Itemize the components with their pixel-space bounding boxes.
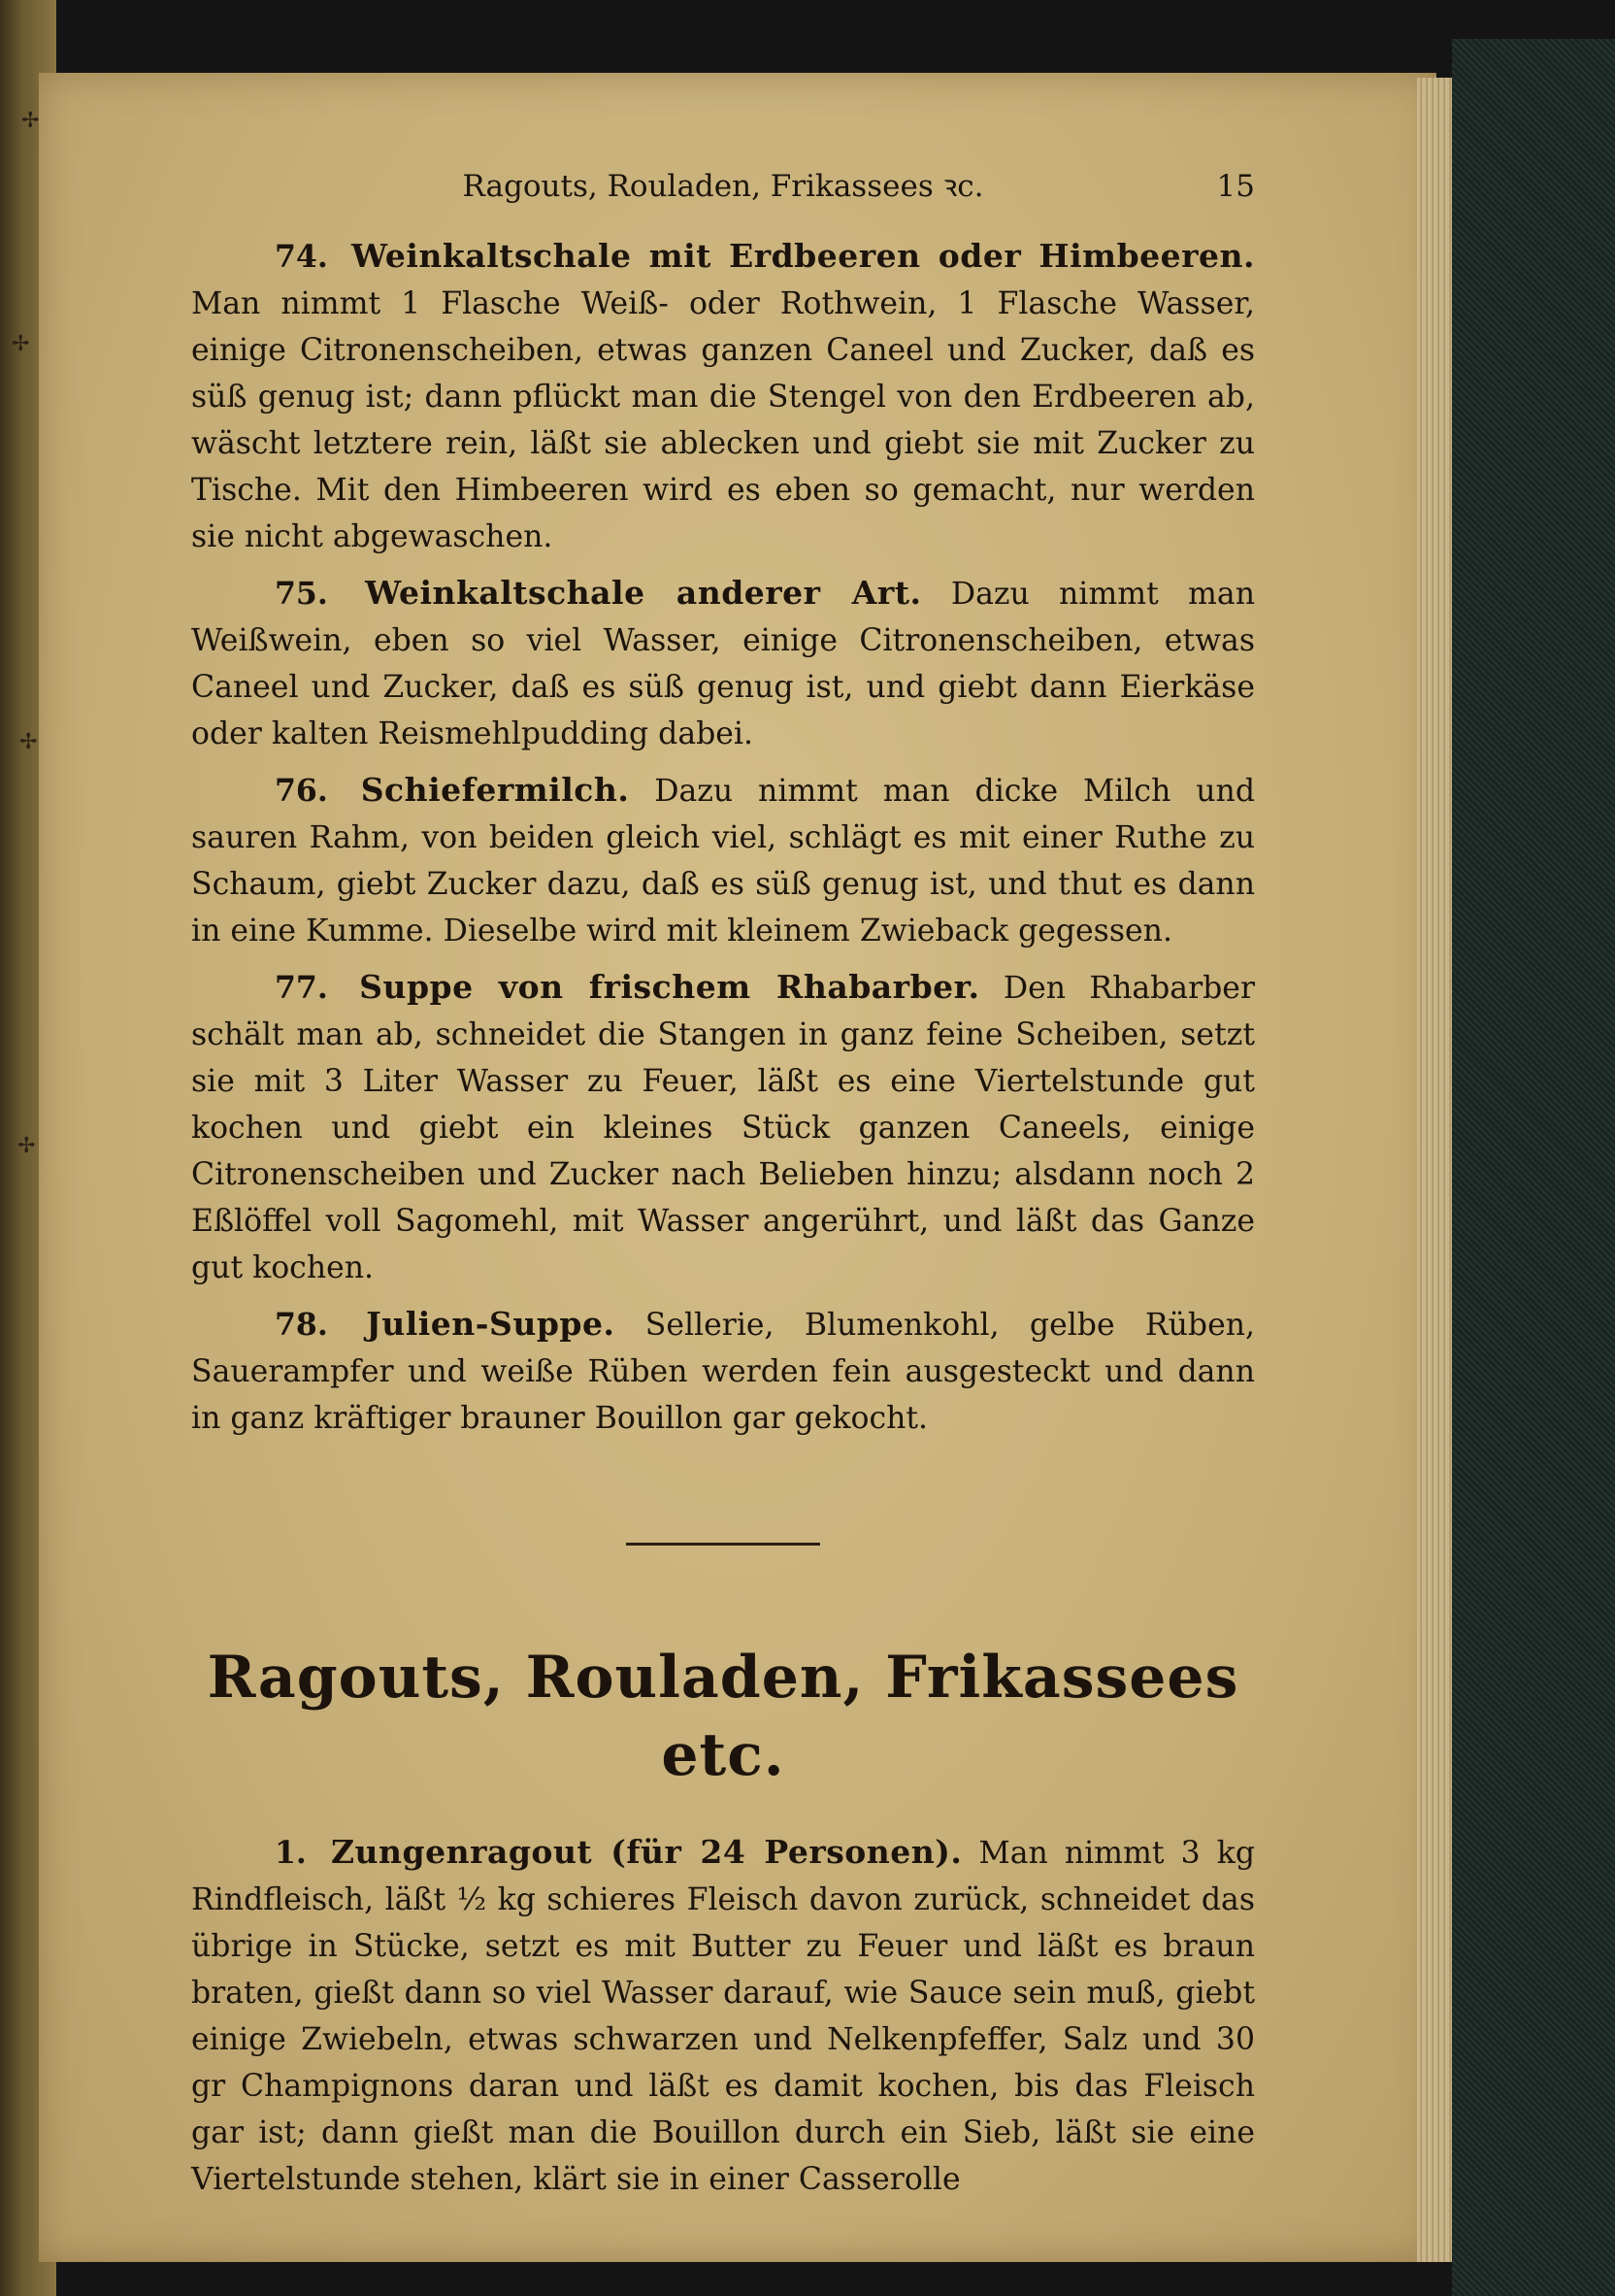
recipe-1 bbox=[191, 1829, 1255, 2203]
recipe-75 bbox=[191, 570, 1255, 757]
book-cover bbox=[1452, 39, 1615, 2296]
recipe-77 bbox=[191, 964, 1255, 1291]
margin-mark: ✢ bbox=[19, 730, 38, 754]
margin-mark: ✢ bbox=[12, 332, 30, 356]
margin-mark: ✢ bbox=[21, 109, 40, 133]
recipe-76 bbox=[191, 767, 1255, 954]
page-edges bbox=[1417, 78, 1454, 2262]
recipe-number: 78. bbox=[275, 1307, 328, 1343]
recipe-heading: Zungenragout (für 24 Personen). bbox=[330, 1833, 963, 1871]
margin-mark: ✢ bbox=[17, 1134, 36, 1158]
recipe-74 bbox=[191, 233, 1255, 560]
recipe-number: 1. bbox=[275, 1835, 307, 1871]
recipe-heading: Weinkaltschale anderer Art. bbox=[365, 574, 922, 612]
recipe-number: 77. bbox=[275, 970, 328, 1006]
recipe-text: Dazu nimmt man Weißwein, eben so viel Wasser, einige Citronenscheiben, etwas Caneel und Zucker, daß es süß genug ist, und giebt dann Eierkäse oder kalten Reismehlpudding dabei. bbox=[191, 577, 1255, 751]
recipe-text: Man nimmt 1 Flasche Weiß- oder Rothwein, 1 Flasche Wasser, einige Citronenscheiben, etwas ganzen Caneel und Zucker, daß es süß genug ist; dann pflückt man die Stengel von den Erdbeeren ab, wäscht letztere rein, läßt sie ablecken und giebt sie mit Zucker zu Tische. Mit den Himbeeren wird es eben so gemacht, nur werden sie nicht abgewaschen. bbox=[191, 286, 1255, 554]
recipe-78 bbox=[191, 1301, 1255, 1442]
recipe-heading: Suppe von frischem Rhabarber. bbox=[359, 968, 980, 1006]
recipe-heading: Weinkaltschale mit Erdbeeren oder Himbeeren. bbox=[351, 237, 1255, 275]
recipe-text: Dazu nimmt man dicke Milch und sauren Rahm, von beiden gleich viel, schlägt es mit einer Ruthe zu Schaum, giebt Zucker dazu, daß es süß genug ist, und thut es dann in eine Kumme. Dieselbe wird mit kleinem Zwieback gegessen. bbox=[191, 774, 1255, 948]
recipe-text: Man nimmt 3 kg Rindfleisch, läßt ½ kg schieres Fleisch davon zurück, schneidet das übrige in Stücke, setzt es mit Butter zu Feuer und läßt es braun braten, gießt dann so viel Wasser darauf, wie Sauce sein muß, giebt einige Zwiebeln, etwas schwarzen und Nelkenpfeffer, Salz und 30 gr Champignons daran und läßt es damit kochen, bis das Fleisch gar ist; dann gießt man die Bouillon durch ein Sieb, läßt sie eine Viertelstunde stehen, klärt sie in einer Casserolle bbox=[191, 1836, 1255, 2197]
recipe-heading: Schiefermilch. bbox=[360, 771, 630, 809]
recipe-number: 75. bbox=[275, 576, 328, 612]
section-title: Ragouts, Rouladen, Frikassees etc. bbox=[207, 1644, 1239, 1789]
recipe-text: Den Rhabarber schält man ab, schneidet die Stangen in ganz feine Scheiben, setzt sie mit 3 Liter Wasser zu Feuer, läßt es eine Viertelstunde gut kochen und giebt ein kleines Stück ganzen Caneels, einige Citronenscheiben und Zucker nach Belieben hinzu; alsdann noch 2 Eßlöffel voll Sagomehl, mit Wasser angerührt, und läßt das Ganze gut kochen. bbox=[191, 971, 1255, 1285]
running-head-title: Ragouts, Rouladen, Frikassees ꝛc. bbox=[462, 169, 984, 204]
recipe-heading: Julien-Suppe. bbox=[366, 1305, 615, 1343]
recipe-number: 74. bbox=[275, 239, 328, 275]
running-head bbox=[191, 163, 1255, 210]
recipe-number: 76. bbox=[275, 773, 328, 809]
section-divider bbox=[626, 1543, 820, 1546]
page-content bbox=[191, 163, 1255, 2213]
recipe-text: Sellerie, Blumenkohl, gelbe Rüben, Sauerampfer und weiße Rüben werden fein ausgesteckt und dann in ganz kräftiger brauner Bouillon gar gekocht. bbox=[191, 1308, 1256, 1436]
page-number: 15 bbox=[1216, 169, 1255, 204]
